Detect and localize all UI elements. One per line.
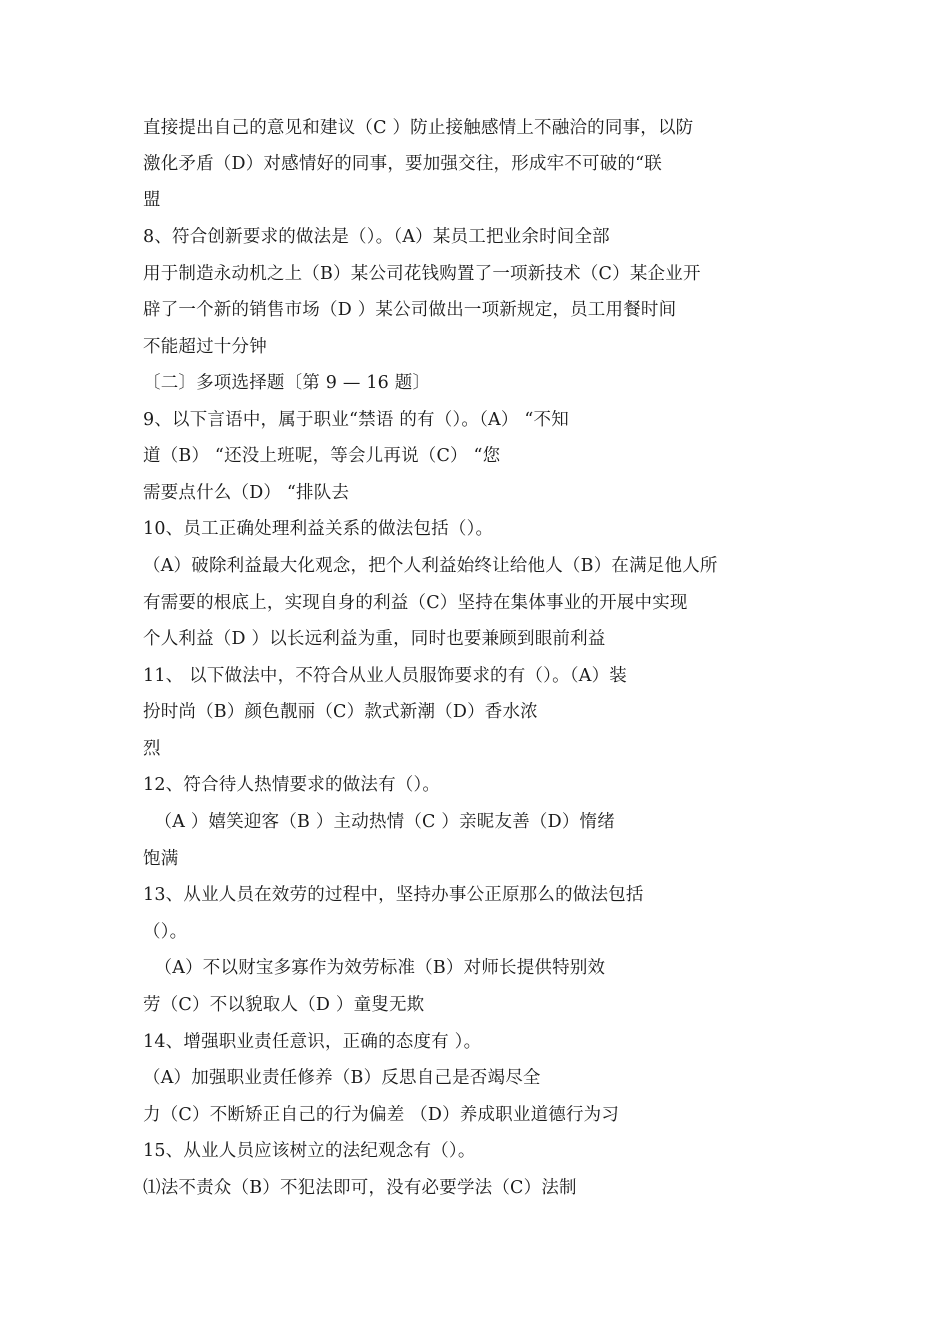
text-line: 个人利益（D ）以长远利益为重，同时也要兼顾到眼前利益 [143, 629, 606, 649]
question-9: 9、以下言语中，属于职业“禁语 的有（）。（A） “不知 [143, 410, 569, 430]
text-line: （A）加强职业责任修养（B）反思自己是否竭尽全 [143, 1068, 541, 1088]
question-11: 11、 以下做法中，不符合从业人员服饰要求的有（）。（A）装 [143, 666, 627, 686]
question-15: 15、从业人员应该树立的法纪观念有（）。 [143, 1141, 476, 1161]
text-line: 扮时尚（B）颜色靓丽（C）款式新潮（D）香水浓 [143, 702, 538, 722]
text-line: （A）不以财宝多寡作为效劳标准（B）对师长提供特别效 [143, 958, 606, 978]
text-line: 激化矛盾（D）对感情好的同事，要加强交往，形成牢不可破的“联 [143, 154, 662, 174]
text-line: （A）破除利益最大化观念，把个人利益始终让给他人（B）在满足他人所 [143, 556, 718, 576]
text-line: ⑴法不责众（B）不犯法即可，没有必要学法（C）法制 [143, 1178, 577, 1198]
text-line: 有需要的根底上，实现自身的利益（C）坚持在集体事业的开展中实现 [143, 593, 688, 613]
text-line: 劳（C）不以貌取人（D ）童叟无欺 [143, 995, 425, 1015]
text-line: 用于制造永动机之上（B）某公司花钱购置了一项新技术（C）某企业开 [143, 264, 701, 284]
text-line: （）。 [143, 922, 188, 942]
question-12: 12、符合待人热情要求的做法有（）。 [143, 775, 441, 795]
text-line: 不能超过十分钟 [143, 337, 267, 357]
question-10: 10、员工正确处理利益关系的做法包括（）。 [143, 519, 494, 539]
question-8: 8、符合创新要求的做法是（）。（A）某员工把业余时间全部 [143, 227, 610, 247]
question-14: 14、增强职业责任意识，正确的态度有 ）。 [143, 1032, 482, 1052]
text-line: （A ）嬉笑迎客（B ）主动热情（C ）亲昵友善（D）惰绪 [143, 812, 615, 832]
text-line: 直接提出自己的意见和建议（C ）防止接触感情上不融洽的同事，以防 [143, 118, 694, 138]
text-line: 需要点什么（D） “排队去 [143, 483, 350, 503]
section-heading: 〔二〕多项选择题〔第 9 — 16 题〕 [143, 373, 431, 393]
text-line: 辟了一个新的销售市场（D ）某公司做出一项新规定，员工用餐时间 [143, 300, 677, 320]
text-line: 烈 [143, 739, 161, 759]
text-line: 力（C）不断矫正自己的行为偏差 （D）养成职业道德行为习 [143, 1105, 620, 1125]
text-line: 盟 [143, 190, 161, 210]
text-line: 饱满 [143, 849, 179, 869]
question-13: 13、从业人员在效劳的过程中，坚持办事公正原那么的做法包括 [143, 885, 644, 905]
text-line: 道（B） “还没上班呢，等会儿再说（C） “您 [143, 446, 501, 466]
